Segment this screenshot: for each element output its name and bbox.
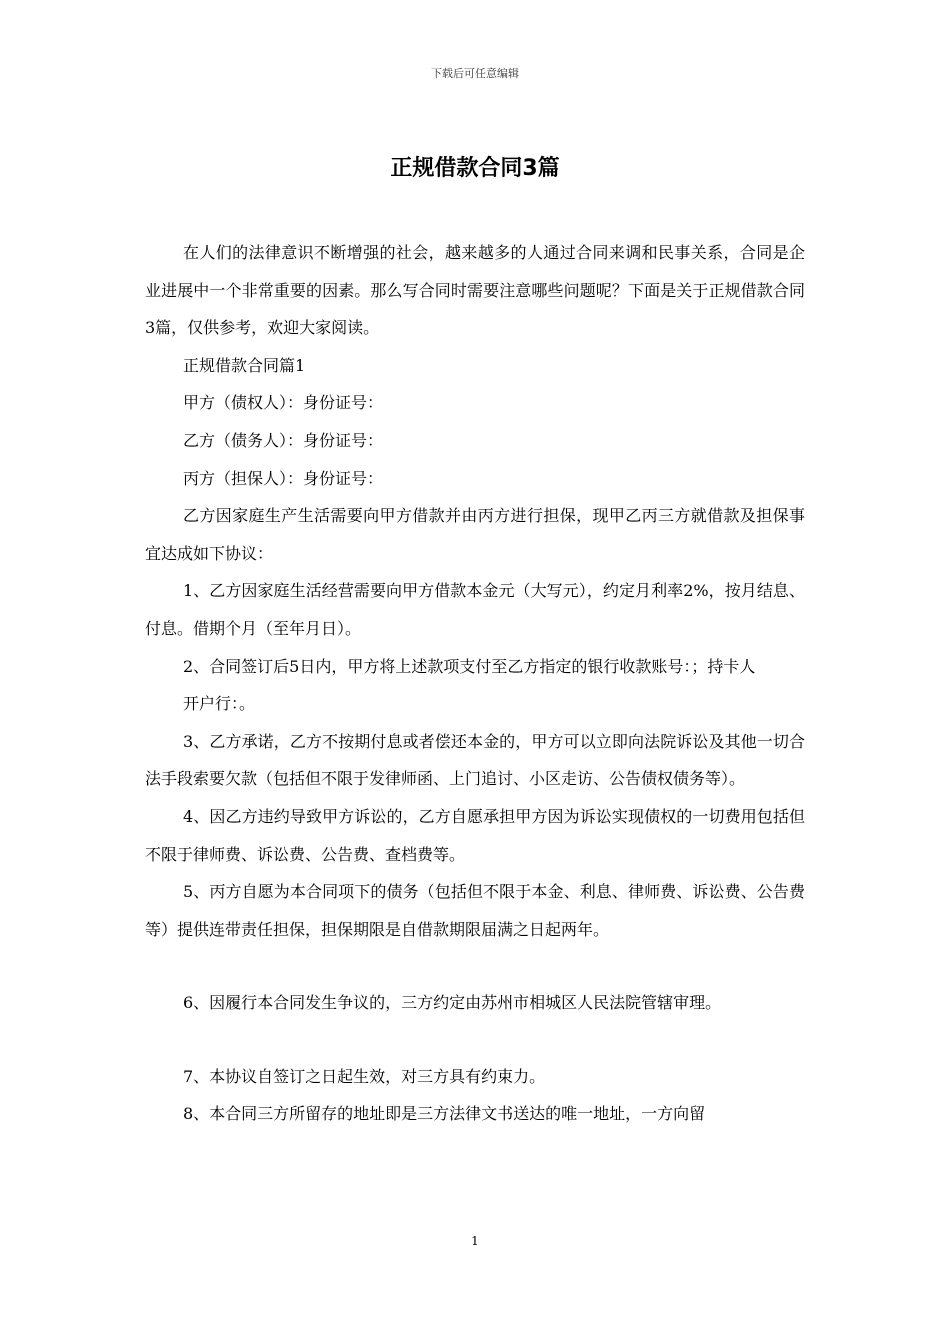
preamble-paragraph: 乙方因家庭生产生活需要向甲方借款并由丙方进行担保，现甲乙丙三方就借款及担保事宜达成如下协议： [145, 506, 805, 563]
clause-1: 1、乙方因家庭生活经营需要向甲方借款本金元（大写元），约定月利率2%，按月结息、付息。借期个月（至年月日）。 [145, 581, 805, 638]
section-heading: 正规借款合同篇1 [183, 355, 306, 375]
clause-7: 7、本协议自签订之日起生效，对三方具有约束力。 [183, 1066, 546, 1086]
clause-4: 4、因乙方违约导致甲方诉讼的，乙方自愿承担甲方因为诉讼实现债权的一切费用包括但不限于律师费、诉讼费、公告费、查档费等。 [145, 806, 805, 864]
clause-3: 3、乙方承诺，乙方不按期付息或者偿还本金的，甲方可以立即向法院诉讼及其他一切合法手段索要欠款（包括但不限于发律师函、上门追讨、小区走访、公告债权债务等）。 [145, 731, 805, 789]
document-body [145, 234, 805, 1133]
paragraph-spacer [145, 1022, 805, 1058]
clause-5: 5、丙方自愿为本合同项下的债务（包括但不限于本金、利息、律师费、诉讼费、公告费等）提供连带责任担保，担保期限是自借款期限届满之日起两年。 [145, 882, 805, 939]
clause-6: 6、因履行本合同发生争议的，三方约定由苏州市相城区人民法院管辖审理。 [183, 993, 722, 1013]
intro-paragraph: 在人们的法律意识不断增强的社会，越来越多的人通过合同来调和民事关系，合同是企业进展中一个非常重要的因素。那么写合同时需要注意哪些问题呢？下面是关于正规借款合同3篇，仅供参考，欢迎大家阅读。 [145, 243, 805, 338]
party-b-line: 乙方（债务人）：身份证号： [183, 430, 384, 450]
clause-8: 8、本合同三方所留存的地址即是三方法律文书送达的唯一地址，一方向留 [183, 1104, 706, 1124]
document-title: 正规借款合同3篇 [390, 156, 560, 181]
page-number: 1 [471, 1234, 479, 1248]
party-a-line: 甲方（债权人）：身份证号： [183, 393, 384, 413]
header-note: 下载后可任意编辑 [431, 67, 519, 80]
clause-2: 2、合同签订后5日内，甲方将上述款项支付至乙方指定的银行收款账号：；持卡人 [183, 656, 756, 676]
party-c-line: 丙方（担保人）：身份证号： [183, 468, 384, 488]
clause-2-bank: 开户行：。 [183, 694, 256, 714]
paragraph-spacer [145, 948, 805, 984]
